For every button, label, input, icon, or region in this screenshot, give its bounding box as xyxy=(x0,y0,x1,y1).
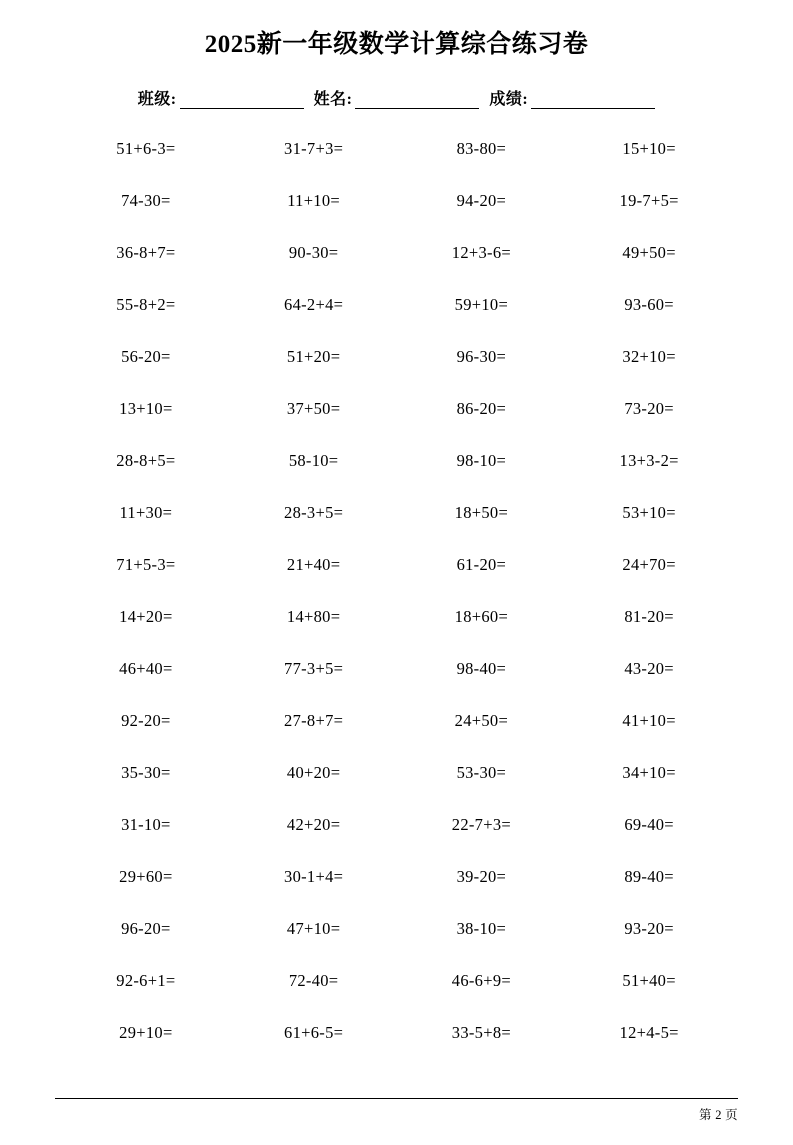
student-info-row xyxy=(0,86,793,109)
problem-item: 53+10= xyxy=(622,503,676,522)
score-blank-line[interactable] xyxy=(531,92,655,109)
problem-item: 12+3-6= xyxy=(451,243,511,262)
problem-item: 38-10= xyxy=(456,919,507,938)
class-label: 班级: xyxy=(137,91,177,108)
problem-item: 71+5-3= xyxy=(116,555,176,574)
problem-item: 28-3+5= xyxy=(284,503,344,522)
problem-item: 96-20= xyxy=(121,919,171,938)
problem-item: 19-7+5= xyxy=(619,191,679,210)
problem-item: 43-20= xyxy=(624,659,674,678)
problem-item: 11+30= xyxy=(119,503,173,522)
name-field xyxy=(314,86,490,109)
page-number: 第 2 页 xyxy=(698,1108,738,1122)
problem-item: 13+3-2= xyxy=(619,451,679,470)
problem-item: 29+10= xyxy=(119,1023,173,1042)
problem-item: 92-20= xyxy=(121,711,171,730)
problem-item: 51+6-3= xyxy=(116,139,176,158)
problem-item: 37+50= xyxy=(286,399,341,418)
score-field xyxy=(489,86,655,109)
problem-item: 22-7+3= xyxy=(451,815,511,834)
problem-item: 55-8+2= xyxy=(116,295,176,314)
problem-item: 98-40= xyxy=(456,659,507,678)
problem-item: 89-40= xyxy=(624,867,674,886)
page-title: 2025新一年级数学计算综合练习卷 xyxy=(204,31,589,58)
problem-item: 11+10= xyxy=(287,191,341,210)
problem-item: 90-30= xyxy=(288,243,339,262)
score-label: 成绩: xyxy=(489,91,529,108)
name-label: 姓名: xyxy=(313,91,353,108)
problem-item: 51+40= xyxy=(622,971,676,990)
problem-item: 24+70= xyxy=(622,555,676,574)
class-blank-line[interactable] xyxy=(180,92,304,109)
problem-item: 15+10= xyxy=(622,139,676,158)
problem-item: 18+50= xyxy=(454,503,509,522)
problem-item: 39-20= xyxy=(456,867,507,886)
problem-item: 46+40= xyxy=(119,659,173,678)
problem-item: 64-2+4= xyxy=(284,295,344,314)
worksheet-page xyxy=(0,24,793,1145)
problem-item: 41+10= xyxy=(622,711,676,730)
problem-item: 30-1+4= xyxy=(284,867,344,886)
problem-item: 32+10= xyxy=(622,347,676,366)
class-field xyxy=(138,86,314,109)
problem-item: 42+20= xyxy=(286,815,341,834)
problem-item: 58-10= xyxy=(288,451,339,470)
problem-item: 14+20= xyxy=(119,607,173,626)
problem-item: 13+10= xyxy=(119,399,173,418)
problem-item: 27-8+7= xyxy=(284,711,344,730)
problem-item: 69-40= xyxy=(624,815,674,834)
problem-item: 49+50= xyxy=(622,243,676,262)
problem-item: 93-20= xyxy=(624,919,674,938)
problem-item: 40+20= xyxy=(286,763,341,782)
problem-item: 92-6+1= xyxy=(116,971,176,990)
problem-item: 46-6+9= xyxy=(451,971,511,990)
footer-divider xyxy=(55,1098,738,1099)
problem-item: 51+20= xyxy=(286,347,341,366)
problem-item: 28-8+5= xyxy=(116,451,176,470)
problem-item: 61+6-5= xyxy=(284,1023,344,1042)
problem-item: 98-10= xyxy=(456,451,507,470)
problem-item: 59+10= xyxy=(454,295,509,314)
problem-item: 94-20= xyxy=(456,191,507,210)
problem-item: 81-20= xyxy=(624,607,674,626)
name-blank-line[interactable] xyxy=(355,92,479,109)
problem-item: 14+80= xyxy=(286,607,341,626)
problem-item: 96-30= xyxy=(456,347,507,366)
problem-item: 34+10= xyxy=(622,763,676,782)
problem-item: 31-7+3= xyxy=(284,139,344,158)
problem-grid xyxy=(0,123,793,1059)
problem-item: 47+10= xyxy=(286,919,341,938)
problem-item: 12+4-5= xyxy=(619,1023,679,1042)
problem-item: 35-30= xyxy=(121,763,171,782)
problem-item: 61-20= xyxy=(456,555,507,574)
problem-item: 56-20= xyxy=(121,347,171,366)
problem-item: 21+40= xyxy=(286,555,341,574)
problem-item: 72-40= xyxy=(288,971,339,990)
problem-item: 93-60= xyxy=(624,295,674,314)
problem-item: 77-3+5= xyxy=(284,659,344,678)
problem-item: 36-8+7= xyxy=(116,243,176,262)
problem-item: 18+60= xyxy=(454,607,509,626)
problem-item: 31-10= xyxy=(121,815,171,834)
problem-item: 73-20= xyxy=(624,399,674,418)
problem-item: 74-30= xyxy=(121,191,171,210)
problem-item: 86-20= xyxy=(456,399,507,418)
problem-item: 33-5+8= xyxy=(451,1023,511,1042)
problem-item: 24+50= xyxy=(454,711,509,730)
problem-item: 83-80= xyxy=(456,139,507,158)
problem-item: 29+60= xyxy=(119,867,173,886)
problem-item: 53-30= xyxy=(456,763,507,782)
